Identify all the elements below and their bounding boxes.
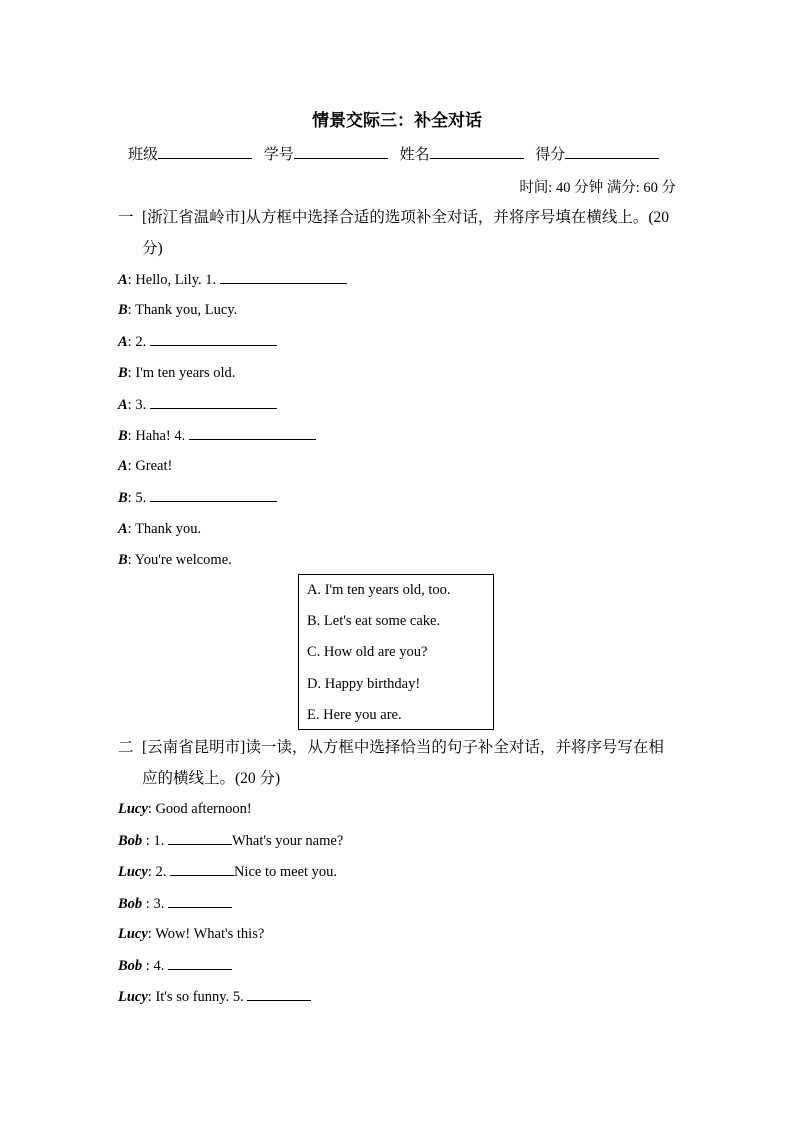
- section2-number: 二: [118, 739, 134, 756]
- answer-blank[interactable]: [150, 394, 277, 409]
- dialogue-text: : 3.: [142, 895, 165, 912]
- dialogue-text: : 2.: [127, 334, 147, 351]
- option-item: C. How old are you?: [307, 644, 428, 661]
- speaker-label: Lucy: [118, 989, 148, 1006]
- speaker-label: B: [118, 551, 128, 568]
- dialogue-text: : Great!: [127, 458, 173, 475]
- dialogue-line: [118, 986, 311, 1007]
- speaker-label: B: [118, 302, 128, 319]
- class-label: 班级: [128, 147, 159, 163]
- dialogue-line: [118, 425, 316, 446]
- answer-blank[interactable]: [247, 986, 311, 1001]
- answer-blank[interactable]: [189, 425, 316, 440]
- score-blank[interactable]: [565, 144, 659, 159]
- dialogue-line: [118, 861, 337, 882]
- name-blank[interactable]: [430, 144, 524, 159]
- section2-heading: [118, 732, 678, 794]
- dialogue-line: [118, 955, 232, 976]
- dialogue-text: : I'm ten years old.: [127, 364, 236, 381]
- answer-blank[interactable]: [168, 830, 232, 845]
- section1-options-box: [298, 574, 494, 730]
- dialogue-line: [118, 456, 172, 476]
- dialogue-line: [118, 830, 343, 851]
- dialogue-line: [118, 487, 277, 508]
- answer-blank[interactable]: [168, 893, 232, 908]
- speaker-label: A: [118, 334, 128, 351]
- dialogue-text: : Thank you, Lucy.: [127, 302, 238, 319]
- answer-blank[interactable]: [150, 331, 277, 346]
- speaker-label: B: [118, 364, 128, 381]
- speaker-label: Bob: [118, 833, 143, 850]
- section2-instruction-line2: 应的横线上。(20 分): [142, 770, 281, 787]
- student-info-row: [128, 143, 667, 164]
- class-field: [128, 143, 252, 164]
- option-item: B. Let's eat some cake.: [307, 613, 441, 630]
- dialogue-text: : 5.: [127, 490, 147, 507]
- dialogue-text: : Wow! What's this?: [147, 925, 265, 942]
- section1-number: 一: [118, 209, 134, 226]
- dialogue-text: : Hello, Lily. 1.: [127, 272, 217, 288]
- dialogue-text: : Good afternoon!: [147, 801, 252, 817]
- answer-blank[interactable]: [150, 487, 277, 502]
- answer-blank[interactable]: [168, 955, 232, 970]
- dialogue-line: [118, 893, 232, 914]
- dialogue-text: : Thank you.: [127, 520, 202, 537]
- speaker-label: A: [118, 396, 128, 413]
- section1-instruction-line2: 分): [142, 240, 163, 257]
- dialogue-line: [118, 394, 277, 415]
- dialogue-line: [118, 519, 201, 539]
- section1-heading: [118, 202, 678, 264]
- dialogue-text: : Haha! 4.: [127, 428, 186, 444]
- name-field: [400, 143, 524, 164]
- speaker-label: Lucy: [118, 864, 148, 881]
- name-label: 姓名: [399, 147, 430, 163]
- dialogue-text: : 1.: [142, 833, 165, 850]
- section1-instruction-line1: [浙江省温岭市]从方框中选择合适的选项补全对话，并将序号填在横线上。(20: [142, 209, 669, 226]
- speaker-label: B: [118, 490, 128, 507]
- dialogue-line: [118, 269, 347, 290]
- dialogue-text: : You're welcome.: [127, 551, 232, 568]
- score-field: [535, 143, 659, 164]
- speaker-label: A: [118, 458, 128, 475]
- score-label: 得分: [535, 147, 566, 163]
- student-no-blank[interactable]: [294, 144, 388, 159]
- answer-blank[interactable]: [220, 269, 347, 284]
- dialogue-text: : It's so funny. 5.: [147, 989, 244, 1006]
- dialogue-line: [118, 363, 235, 383]
- dialogue-line: [118, 300, 237, 320]
- dialogue-text: : 4.: [142, 958, 165, 974]
- option-item: E. Here you are.: [307, 706, 402, 723]
- dialogue-line: [118, 799, 252, 819]
- option-item: D. Happy birthday!: [307, 675, 421, 692]
- option-item: A. I'm ten years old, too.: [307, 582, 451, 598]
- dialogue-text-after: Nice to meet you.: [233, 864, 338, 881]
- time-info: 时间: 40 分钟 满分: 60 分: [519, 180, 676, 196]
- class-blank[interactable]: [158, 144, 252, 159]
- page-title: 情景交际三：补全对话: [312, 111, 482, 130]
- section2-instruction-line1: [云南省昆明市]读一读，从方框中选择恰当的句子补全对话，并将序号写在相: [142, 739, 664, 756]
- dialogue-text: : 3.: [127, 396, 147, 413]
- speaker-label: Bob: [118, 895, 143, 912]
- dialogue-text: : 2.: [147, 864, 167, 881]
- dialogue-line: [118, 924, 264, 944]
- speaker-label: A: [118, 520, 128, 537]
- speaker-label: A: [118, 272, 128, 288]
- dialogue-line: [118, 331, 277, 352]
- speaker-label: B: [118, 428, 128, 444]
- speaker-label: Bob: [118, 958, 143, 974]
- speaker-label: Lucy: [118, 801, 148, 817]
- dialogue-line: [118, 550, 232, 570]
- student-no-field: [264, 143, 388, 164]
- speaker-label: Lucy: [118, 925, 148, 942]
- student-no-label: 学号: [263, 147, 294, 163]
- dialogue-text-after: What's your name?: [231, 833, 344, 850]
- answer-blank[interactable]: [170, 861, 234, 876]
